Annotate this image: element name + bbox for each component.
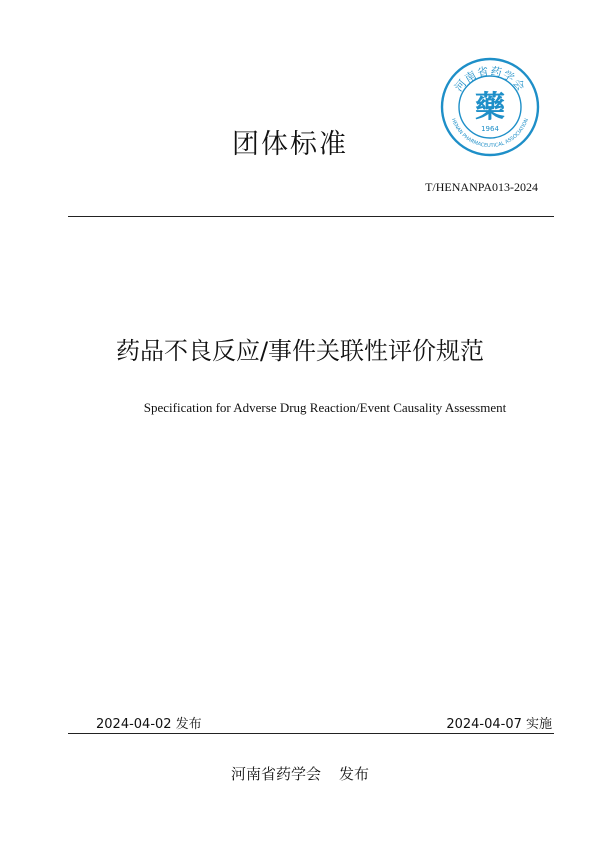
publisher-name: 河南省药学会 <box>230 765 321 783</box>
effective-date: 2024-04-07 实施 <box>446 717 552 732</box>
standard-type: 团体标准 <box>232 129 348 160</box>
seal-org-en: HENAN PHARMACEUTICAL ASSOCIATION <box>449 117 531 150</box>
association-seal <box>440 57 540 157</box>
standard-code: T/HENANPA013-2024 <box>425 180 538 194</box>
document-title-cn: 药品不良反应/事件关联性评价规范 <box>115 337 485 365</box>
publisher-action: 发布 <box>339 765 370 783</box>
seal-emblem: 藥 <box>475 90 505 125</box>
seal-org-cn: 河南省药学会 <box>452 64 528 94</box>
top-divider <box>68 216 554 217</box>
publisher-line <box>0 763 600 784</box>
publish-date: 2024-04-02 发布 <box>96 717 202 732</box>
document-title-en: Specification for Adverse Drug Reaction/Event Causality Assessment <box>143 400 507 415</box>
seal-year: 1964 <box>481 125 499 133</box>
bottom-divider <box>68 733 554 734</box>
